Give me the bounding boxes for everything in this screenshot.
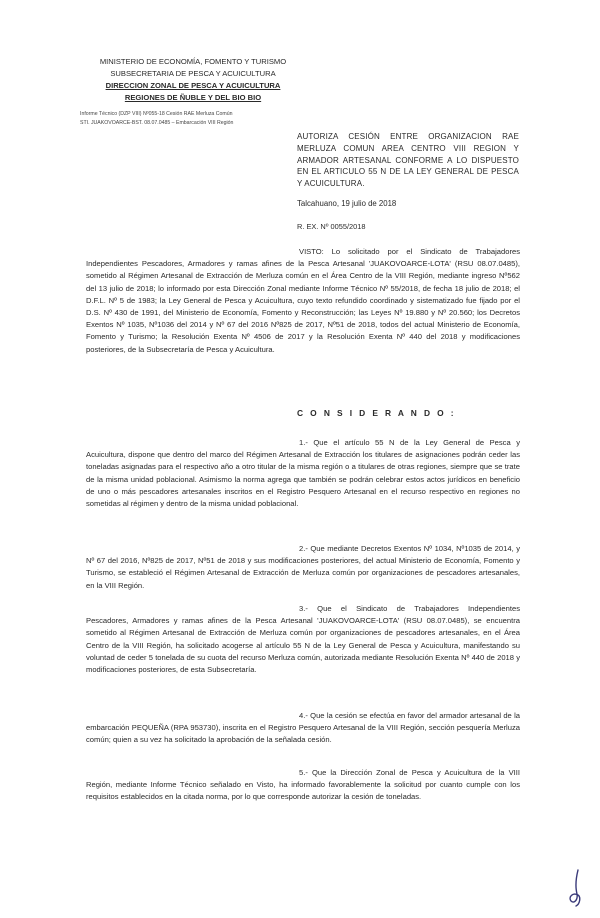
signature-initials — [566, 868, 586, 908]
ministry-header — [78, 56, 308, 104]
considerando-paragraph-5: 5.- Que la Dirección Zonal de Pesca y Acuicultura de la VIII Región, mediante Informe Técnico señalado en Visto, ha informado favorablemente la solicitud por cuanto cumple con los requisitos establecidos en la citada norma, por lo que corresponde autorizar la cesión de toneladas. — [86, 768, 520, 802]
subsecretariat-name: SUBSECRETARIA DE PESCA Y ACUICULTURA — [110, 69, 276, 78]
considerando-paragraph-1: 1.- Que el artículo 55 N de la Ley General de Pesca y Acuicultura, dispone que dentro del marco del Régimen Artesanal de Extracción los titulares de asignaciones podrán ceder las toneladas asignadas para el respectivo año a otro titular de la misma región o a titulares de otras regiones, siempre que se trate de la misma unidad poblacional. Asimismo la norma agrega que también se podrán celebrar estos actos jurídicos en beneficio de uno o más pescadores artesanales inscritos en el Registro Pesquero Artesanal en el recurso respectivo en regiones no sometidas al régimen y dentro de la misma unidad poblacional. — [86, 438, 520, 509]
regions-name: REGIONES DE ÑUBLE Y DEL BIO BIO — [124, 93, 262, 102]
reference-line-1: Informe Técnico (DZP VIII) Nº055-18 Cesión RAE Merluza Común — [80, 111, 233, 117]
reference-line-2: STI. JUAKOVOARCE-BST. 08.07.0485 – Embarcación VIII Región — [80, 120, 234, 126]
considerando-paragraph-4: 4.- Que la cesión se efectúa en favor del armador artesanal de la embarcación PEQUEÑA (RPA 953730), inscrita en el Registro Pesquero Artesanal de la VIII Región, sección pesquería Merluza común; quien a su vez ha solicitado la aprobación de la señalada cesión. — [86, 711, 520, 745]
resolution-date: Talcahuano, 19 julio de 2018 — [297, 199, 397, 208]
resolution-title: AUTORIZA CESIÓN ENTRE ORGANIZACION RAE MERLUZA COMUN AREA CENTRO VIII REGION Y ARMADOR ARTESANAL CONFORME A LO DISPUESTO EN EL ARTICULO 55 N DE LA LEY GENERAL DE PESCA Y ACUICULTURA. — [297, 132, 519, 189]
ministry-name: MINISTERIO DE ECONOMÍA, FOMENTO Y TURISMO — [99, 57, 287, 66]
considerando-paragraph-3: 3.- Que el Sindicato de Trabajadores Independientes Pescadores, Armadores y ramas afines de la Pesca Artesanal 'JUAKOVOARCE-LOTA' (RSU 08.07.0485), se encuentra sometido al Régimen Artesanal de Extracción de Merluza común por organizaciones de pescadores artesanales, en el Área Centro de la VIII Región, ha solicitado acogerse al artículo 55 N de la Ley General de Pesca y Acuicultura, manifestando su voluntad de ceder 5 tonelada de su cuota del recurso Merluza común, autorizada mediante Resolución Exenta Nº 440 de 2018 y modificaciones posteriores, de esta Subsecretaría. — [86, 604, 520, 675]
considerando-heading: C O N S I D E R A N D O : — [297, 408, 456, 418]
visto-paragraph: VISTO: Lo solicitado por el Sindicato de Trabajadores Independientes Pescadores, Armadores y ramas afines de la Pesca Artesanal 'JUAKOVOARCE-LOTA' (RSU 08.07.0485), sometido al Régimen Artesanal de Extracción de Merluza común en el Área Centro de la VIII Región, mediante ingreso Nº562 del 13 julio de 2018; lo informado por esta Dirección Zonal mediante Informe Técnico Nº 55/2018, de fecha 18 julio de 2018; el D.F.L. Nº 5 de 1983; la Ley General de Pesca y Acuicultura, cuyo texto refundido coordinado y sistematizado fue fijado por el D.S. Nº 430 de 1991, del Ministerio de Economía, Fomento y Reconstrucción; las Leyes Nº 19.880 y Nº 20.560; los Decretos Exentos Nº 1035, Nº1036 del 2014 y Nº 67 del 2016 Nº825 de 2017, Nº51 de 2018, todos del actual Ministerio de Economía, Fomento y Turismo; la Resolución Exenta Nº 4506 de 2017 y la Resolución Exenta Nº 440 del 2018 y modificaciones posteriores, de la Subsecretaría de Pesca y Acuicultura. — [86, 247, 520, 354]
considerando-paragraph-2: 2.- Que mediante Decretos Exentos Nº 1034, Nº1035 de 2014, y Nº 67 del 2016, Nº825 de 2017, Nº51 de 2018 y sus modificaciones posteriores, del actual Ministerio de Economía, Fomento y Turismo, se estableció el Régimen Artesanal de Extracción de Merluza común por organizaciones de pescadores artesanales, en la VIII Región. — [86, 544, 520, 590]
zonal-direction-name: DIRECCION ZONAL DE PESCA Y ACUICULTURA — [105, 81, 281, 90]
resolution-number: R. EX. Nº 0055/2018 — [297, 222, 366, 231]
reference-note — [80, 110, 295, 128]
